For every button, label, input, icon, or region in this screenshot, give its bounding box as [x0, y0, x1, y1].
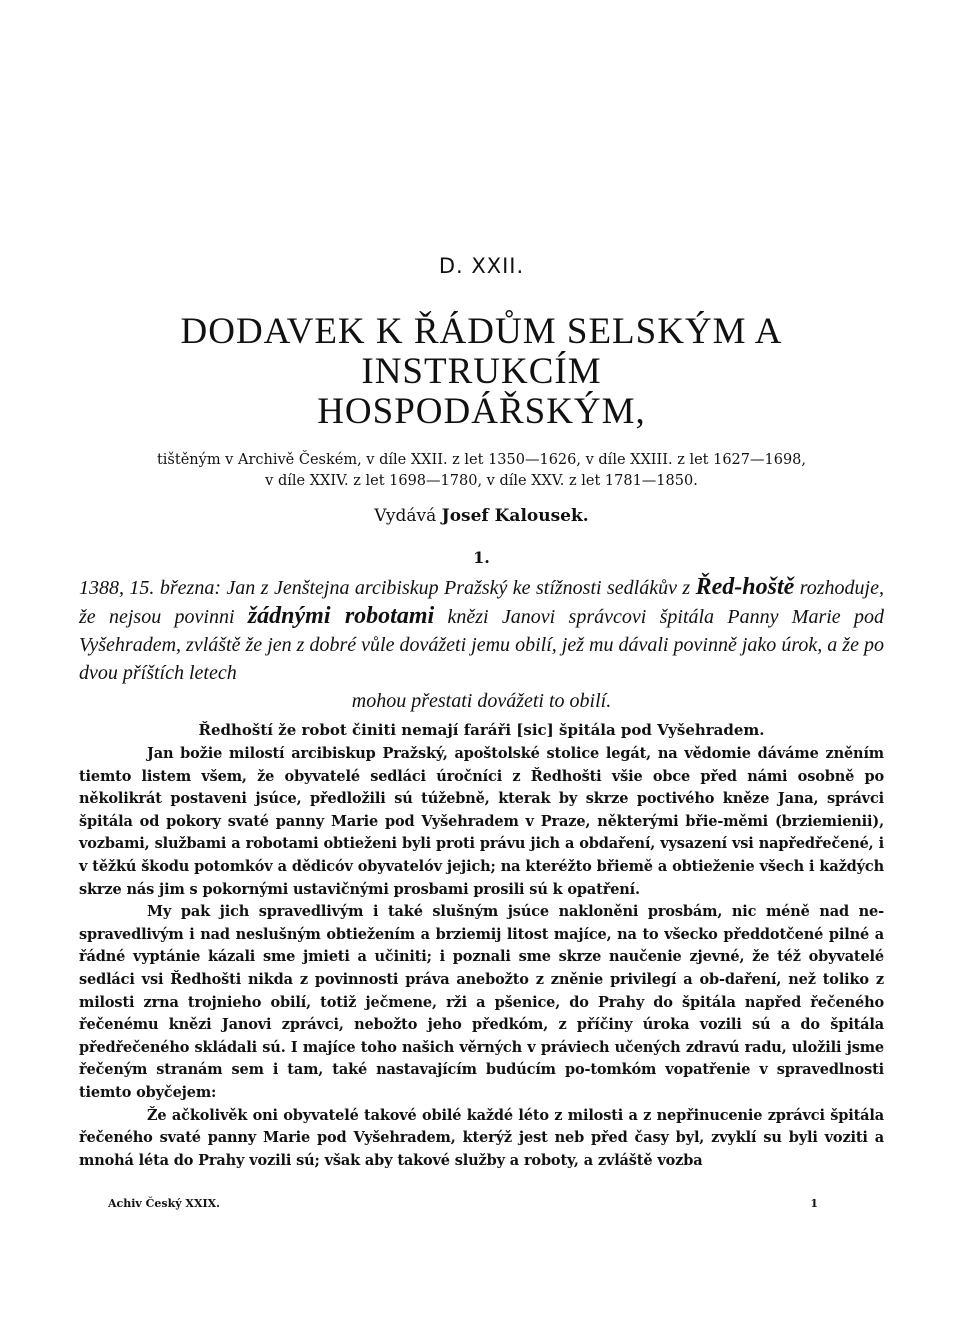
title-line-1: DODAVEK K ŘÁDŮM SELSKÝM A INSTRUKCÍM [180, 311, 783, 392]
footer-page-number: 1 [810, 1197, 818, 1210]
regest [79, 573, 884, 687]
regest-part-2: rozhoduje, že nejsou povinni [79, 577, 884, 628]
regest-place: Řed-hoště [695, 574, 795, 600]
subtitle-line-2: v díle XXIV. z let 1698—1780, v díle XXV. z let 1781—1850. [265, 473, 698, 489]
paragraph-2: My pak jich spravedlivým i také slušným jsúce nakloněni prosbám, nic méně nad ne-spravedlivým i nad neslušným obtiežením a brziemij litost majíce, na to všecko předdotčené pilné a řádné vyptánie kázali sme jmieti a učiniti; i poznali sme skrze naučenie zjevné, že též obyvatelé sedláci vsi Ředhošti nikda z povinnosti práva anebožto z zněnie privilegí a ob-daření, než toliko z milosti zrna trojnieho obilí, totiž ječmene, rži a pšenice, do Prahy do špitála napřed řečeného řečenému knězi Janovi zprávci, nebožto jeho předkóm, z příčiny úroka vozili sú a do špitála předřečeného skládali sú. I majíce toho našich věrných v práviech učených zdravú radu, uložili jsme řečeným stranám sem i tam, také nastavajícím budúcím po-tomkóm vopatřenie v spravedlnosti tiemto obyčejem: [79, 903, 884, 1101]
editor-prefix: Vydává [374, 506, 437, 526]
page-content [79, 254, 884, 1172]
document-heading: Ředhoští že robot činiti nemají faráři [sic] špitála pod Vyšehradem. [198, 721, 765, 739]
regest-emphasis: žádnými robotami [247, 603, 435, 629]
series-label: D. XXII. [438, 254, 525, 278]
editor-name: Josef Kalousek. [441, 506, 589, 526]
document-number: 1. [473, 548, 490, 567]
title-line-2: HOSPODÁŘSKÝM, [317, 391, 646, 432]
subtitle [79, 450, 884, 492]
footer-signature: Achiv Český XXIX. [108, 1197, 220, 1210]
regest-last-line: mohou přestati dovážeti to obilí. [351, 690, 612, 712]
paragraph-1: Jan božie milostí arcibiskup Pražský, apoštolské stolice legát, na vědomie dáváme zněním tiemto listem všem, že obyvatelé sedláci úročníci z Ředhošti všie obce před námi osobně po několikrát postaveni jsúce, předložili sú túžebně, kterak by skrze poctivého kněze Jana, správci špitála od pokory svaté panny Marie pod Vyšehradem v Praze, některými břie-měmi (brziemienii), vozbami, službami a robotami obtieženi byli proti právu jich a obdaření, vysazení vsi napředřečené, i v těžkú škodu potomkóv a dědicóv obyvatelóv jejich; na kteréžto břiemě a obtieženie všech i každých skrze nás jim s pokornými ustavičnými prosbami prosili sú k opatření. [79, 745, 884, 898]
regest-part-1: 1388, 15. března: Jan z Jenštejna arcibiskup Pražský ke stížnosti sedlákův z [79, 577, 696, 599]
subtitle-line-1: tištěným v Archivě Českém, v díle XXII. z let 1350—1626, v díle XXIII. z let 1627—1698, [156, 452, 807, 468]
paragraph-3: Že ačkolivěk oni obyvatelé takové obilé každé léto z milosti a z nepřinucenie zprávci špitála řečeného svaté panny Marie pod Vyšehradem, kterýž jest neb před časy byl, zvyklí su byli voziti a mnohá léta do Prahy vozili sú; však aby takové služby a roboty, a zvláště vozba [79, 1106, 884, 1169]
regest-part-3: knězi Janovi správcovi špitála Panny Marie pod Vyšehradem, zvláště že jen z dobré vůle dovážeti jemu obilí, jež mu dávali povinně jako úrok, a že po dvou příštích letech [79, 606, 884, 684]
editor-line [79, 506, 884, 526]
page-title [79, 312, 884, 432]
